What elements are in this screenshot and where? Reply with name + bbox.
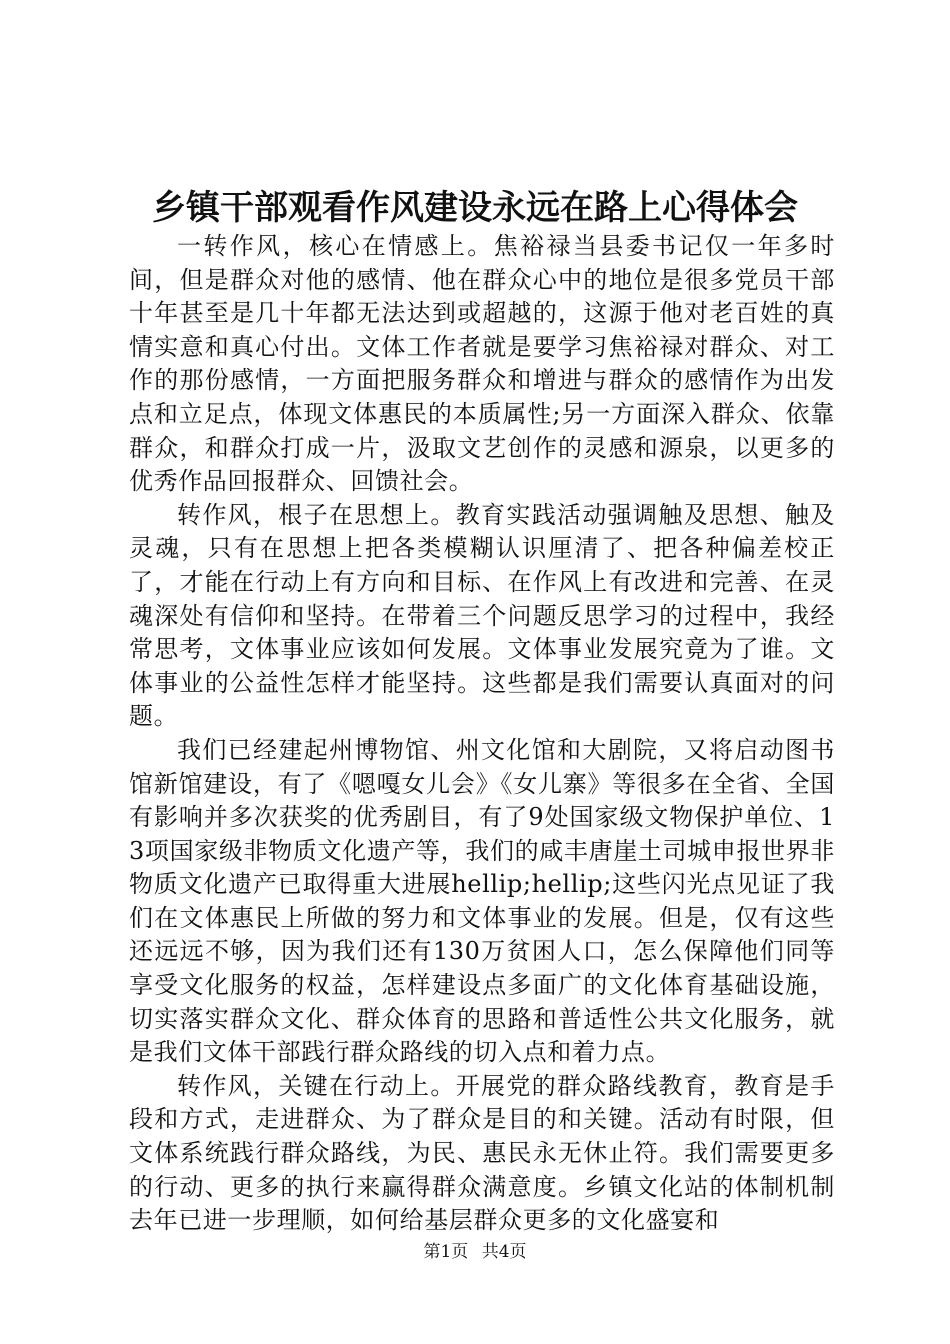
page-footer (0, 1240, 950, 1264)
paragraph-3: 我们已经建起州博物馆、州文化馆和大剧院，又将启动图书馆新馆建设，有了《嗯嘎女儿会》《女儿寨》等很多在全省、全国有影响并多次获奖的优秀剧目，有了9处国家级文物保护单位、13项国家级非物质文化遗产等，我们的咸丰唐崖土司城申报世界非物质文化遗产已取得重大进展hellip;hellip;这些闪光点见证了我们在文体惠民上所做的努力和文体事业的发展。但是，仅有这些还远远不够，因为我们还有130万贫困人口，怎么保障他们同等享受文化服务的权益，怎样建设点多面广的文化体育基础设施，切实落实群众文化、群众体育的思路和普适性公共文化服务，就是我们文体干部践行群众路线的切入点和着力点。 (129, 735, 835, 1067)
document-title: 乡镇干部观看作风建设永远在路上心得体会 (152, 188, 798, 228)
paragraph-2: 转作风，根子在思想上。教育实践活动强调触及思想、触及灵魂，只有在思想上把各类模糊认识厘清了、把各种偏差校正了，才能在行动上有方向和目标、在作风上有改进和完善、在灵魂深处有信仰和坚持。在带着三个问题反思学习的过程中，我经常思考，文体事业应该如何发展。文体事业发展究竟为了谁。文体事业的公益性怎样才能坚持。这些都是我们需要认真面对的问题。 (129, 500, 835, 731)
paragraph-4: 转作风，关键在行动上。开展党的群众路线教育，教育是手段和方式，走进群众、为了群众是目的和关键。活动有时限，但文体系统践行群众路线，为民、惠民永无休止符。我们需要更多的行动、更多的执行来赢得群众满意度。乡镇文化站的体制机制去年已进一步理顺，如何给基层群众更多的文化盛宴和 (129, 1071, 835, 1235)
paragraph-1: 一转作风，核心在情感上。焦裕禄当县委书记仅一年多时间，但是群众对他的感情、他在群众心中的地位是很多党员干部十年甚至是几十年都无法达到或超越的，这源于他对老百姓的真情实意和真心付出。文体工作者就是要学习焦裕禄对群众、对工作的那份感情，一方面把服务群众和增进与群众的感情作为出发点和立足点，体现文体惠民的本质属性;另一方面深入群众、依靠群众，和群众打成一片，汲取文艺创作的灵感和源泉，以更多的优秀作品回报群众、回馈社会。 (129, 232, 835, 496)
page-number: 第1页 (423, 1242, 469, 1262)
page-total: 共4页 (481, 1242, 527, 1262)
document-body (129, 230, 835, 1238)
